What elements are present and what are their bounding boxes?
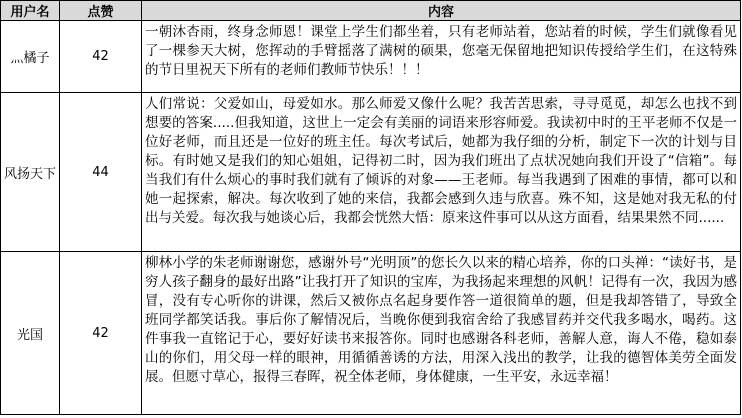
- cell-username: 光国: [1, 252, 60, 415]
- cell-likes: 44: [60, 93, 142, 252]
- table-row: [1, 252, 741, 415]
- cell-username: 灬橘子: [1, 21, 60, 93]
- table-header-row: [1, 1, 741, 21]
- header-content: 内容: [142, 1, 741, 21]
- header-username: 用户名: [1, 1, 60, 21]
- cell-likes: 42: [60, 252, 142, 415]
- table-row: [1, 21, 741, 93]
- cell-content: 一朝沐杏雨，终身念师恩！课堂上学生们都坐着，只有老师站着，您站着的时候，学生们就像看见了一棵参天大树，您挥动的手臂摇落了满树的硕果，您毫无保留地把知识传授给学生们，在这特殊的节日里祝天下所有的老师们教师节快乐！！！: [142, 21, 741, 93]
- table-row: [1, 93, 741, 252]
- cell-content: 人们常说：父爱如山，母爱如水。那么师爱又像什么呢？我苦苦思索，寻寻觅觅，却怎么也找不到想要的答案.....但我知道，这世上一定会有美丽的词语来形容师爱。我读初中时的王平老师不仅是一位好老师，而且还是一位好的班主任。每次考试后，她都为我仔细的分析，制定下一次的计划与目标。有时她又是我们的知心姐姐，记得初二时，因为我们班出了点状况她向我们开设了“信箱”。每当我们有什么烦心的事时我们就有了倾诉的对象——王老师。每当我遇到了困难的事情，都可以和她一起探索，解决。每次收到了她的来信，我都会感到久违与欣喜。殊不知，这是她对我无私的付出与关爱。每次我与她谈心后，我都会恍然大悟：原来这件事可以从这方面看，结果果然不同......: [142, 93, 741, 252]
- cell-content: 柳林小学的朱老师谢谢您，感谢外号“光明顶”的您长久以来的精心培养，你的口头禅：“读好书，是穷人孩子翻身的最好出路”让我打开了知识的宝库，为我扬起来理想的风帆！记得有一次，我因为感冒，没有专心听你的讲课，然后又被你点名起身要作答一道很简单的题，但是我却答错了，导致全班同学都笑话我。事后你了解情况后，当晚你便到我宿舍给了我感冒药并交代我多喝水，喝药。这件事我一直铭记于心，要好好读书来报答你。同时也感谢各科老师，善解人意，诲人不倦，稳如泰山的你们，用父母一样的眼神，用循循善诱的方法，用深入浅出的教学，让我的德智体美劳全面发展。但愿寸草心，报得三春晖，祝全体老师，身体健康，一生平安，永远幸福！: [142, 252, 741, 415]
- cell-username: 风扬天下: [1, 93, 60, 252]
- header-likes: 点赞: [60, 1, 142, 21]
- cell-likes: 42: [60, 21, 142, 93]
